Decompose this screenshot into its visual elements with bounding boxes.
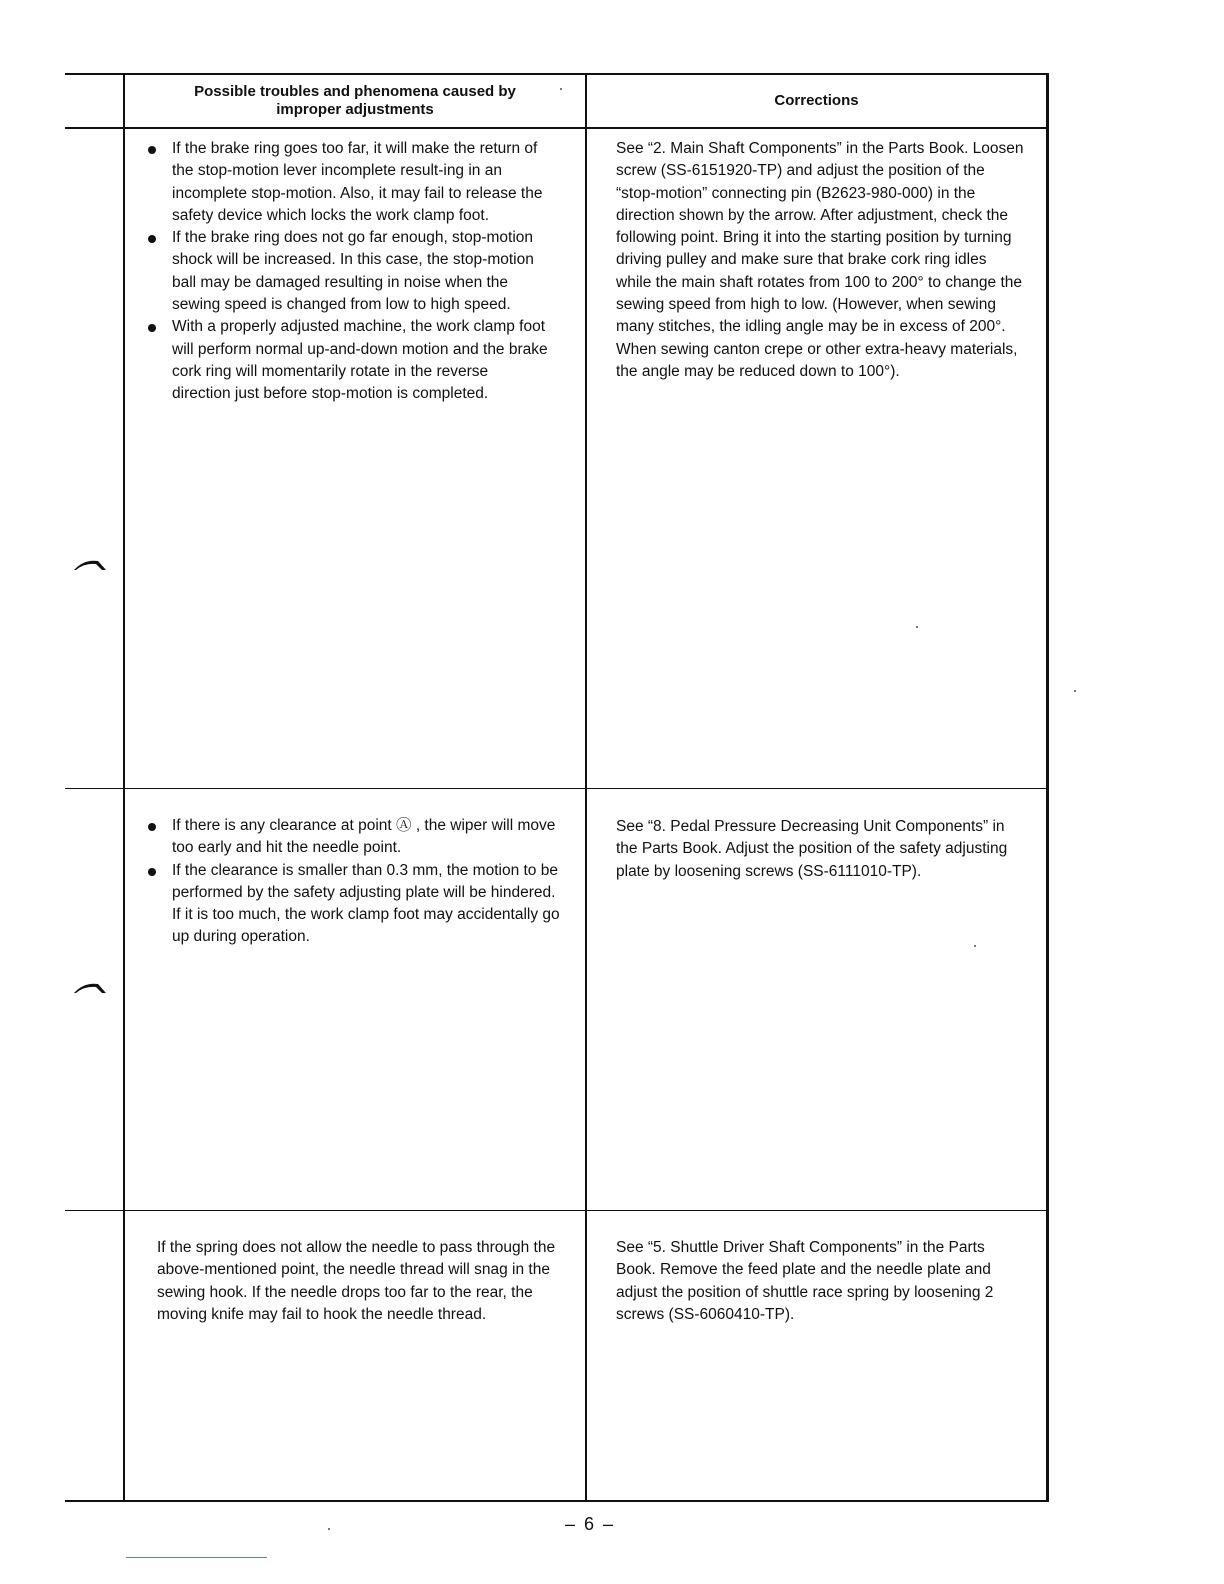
bullet-icon	[148, 823, 156, 831]
corrections-header-text: Corrections	[774, 92, 859, 109]
scan-speck	[916, 626, 918, 628]
list-item-text: If the brake ring goes too far, it will make the return of the stop-motion lever incomplete result-ing in an incomplete stop-motion. Also, it may fail to release the safety device which locks the work clamp foot.	[172, 140, 543, 224]
list-item-text: With a properly adjusted machine, the work clamp foot will perform normal up-and-down motion and the brake cork ring will momentarily rotate in the reverse direction just before stop-motion is completed.	[172, 318, 548, 403]
header-bottom-border	[65, 127, 1049, 129]
list-item-text: If the clearance is smaller than 0.3 mm, the motion to be performed by the safety adjusting plate will be hindered. If it is too much, the work clamp foot may accidentally go up during operation.	[172, 861, 560, 946]
footer-rule	[126, 1557, 267, 1558]
row2-trouble-list	[148, 815, 560, 949]
correction-text: See “5. Shuttle Driver Shaft Components” in the Parts Book. Remove the feed plate and the needle plate and adjust the position of shuttle race spring by loosening 2 screws (SS-6060410-TP).	[616, 1239, 994, 1323]
figure-marker-icon	[72, 558, 112, 572]
bullet-icon	[148, 146, 156, 154]
column-divider-left	[123, 73, 125, 1502]
row-divider	[65, 1210, 1049, 1211]
row1-trouble-list	[148, 138, 548, 406]
page-number: – 6 –	[564, 1514, 616, 1534]
scan-speck	[560, 88, 562, 90]
bullet-icon	[148, 868, 156, 876]
correction-text: See “2. Main Shaft Components” in the Parts Book. Loosen screw (SS-6151920-TP) and adjust the position of the “stop-motion” connecting pin (B2623-980-000) in the direction shown by the arrow. After adjustment, check the following point. Bring it into the starting position by turning driving pulley and make sure that brake cork ring idles while the main shaft rotates from 100 to 200° to change the sewing speed from high to low. (However, when sewing many stitches, the idling angle may be in excess of 200°. When sewing canton crepe or other extra-heavy materials, the angle may be reduced down to 100°).	[616, 140, 1024, 380]
troubles-header-text: Possible troubles and phenomena caused by improper adjustments	[194, 83, 516, 118]
row3-troubles-cell	[157, 1237, 565, 1326]
row2-corrections-cell	[616, 816, 1028, 883]
bullet-icon	[148, 324, 156, 332]
troubles-column-header	[125, 75, 585, 127]
figure-marker-icon	[72, 981, 112, 995]
list-item	[148, 860, 560, 949]
table-right-border	[1046, 73, 1049, 1502]
table-bottom-border	[65, 1500, 1049, 1502]
list-item-text: If there is any clearance at point Ⓐ , the wiper will move too early and hit the needle point.	[172, 817, 556, 857]
row-divider	[65, 788, 1049, 789]
list-item	[148, 227, 548, 316]
corrections-column-header	[587, 75, 1046, 127]
scan-speck	[1074, 690, 1076, 692]
list-item	[148, 316, 548, 405]
column-divider-middle	[585, 73, 587, 1502]
row2-troubles-cell	[148, 815, 560, 949]
row1-troubles-cell	[148, 138, 548, 406]
scan-speck	[974, 945, 976, 947]
list-item-text: If the brake ring does not go far enough, stop-motion shock will be increased. In this case, the stop-motion ball may be damaged resulting in noise when the sewing speed is changed from low to high speed.	[172, 229, 534, 314]
list-item	[148, 138, 548, 227]
row1-corrections-cell	[616, 138, 1024, 383]
trouble-text: If the spring does not allow the needle to pass through the above-mentioned point, the needle thread will snag in the sewing hook. If the needle drops too far to the rear, the moving knife may fail to hook the needle thread.	[157, 1239, 556, 1323]
scan-speck	[328, 1528, 330, 1530]
row3-corrections-cell	[616, 1237, 1016, 1326]
list-item	[148, 815, 560, 860]
bullet-icon	[148, 235, 156, 243]
correction-text: See “8. Pedal Pressure Decreasing Unit Components” in the Parts Book. Adjust the position of the safety adjusting plate by loosening screws (SS-6111010-TP).	[616, 818, 1008, 880]
